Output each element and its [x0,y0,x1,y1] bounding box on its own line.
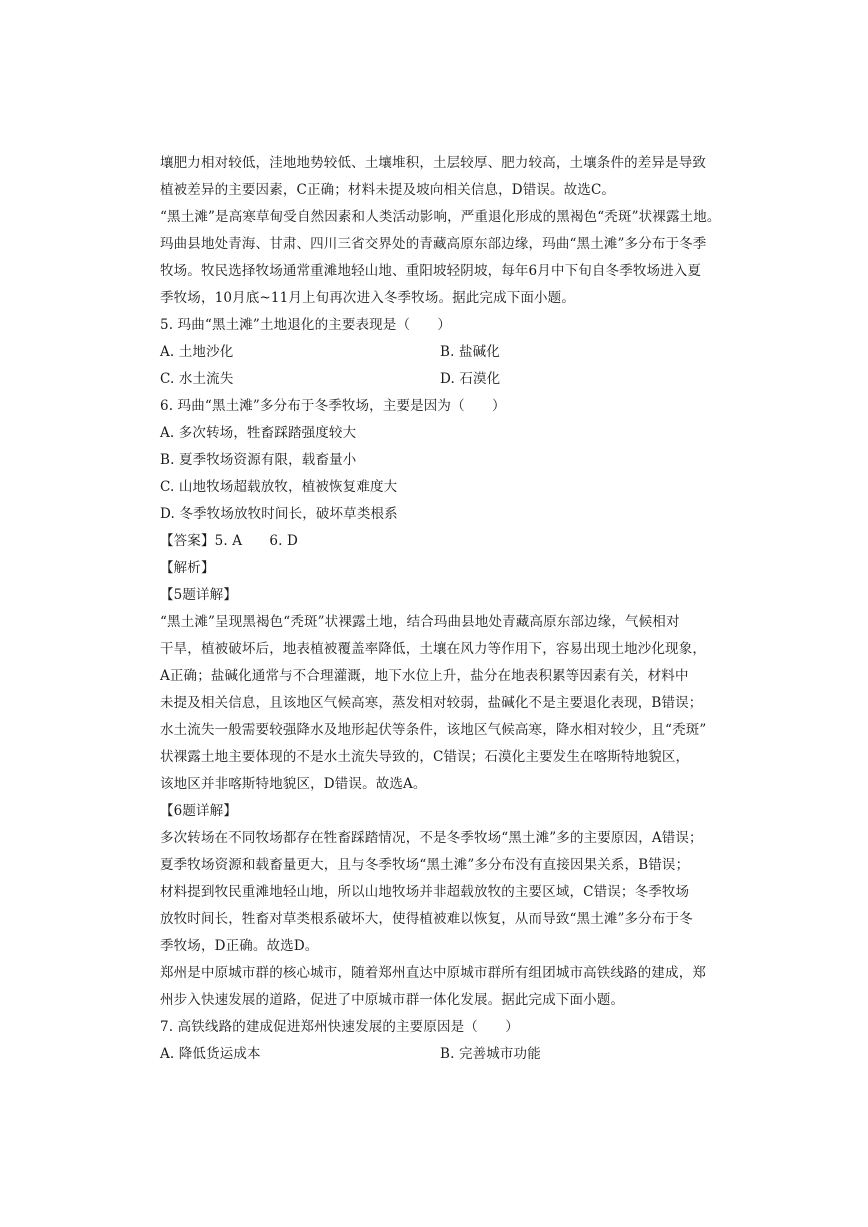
passage2-line-1: 郑州是中原城市群的核心城市，随着郑州直达中原城市群所有组团城市高铁线路的建成，郑 [160,965,706,981]
passage1-line-1: “黑土滩”是高寒草甸受自然因素和人类活动影响，严重退化形成的黑褐色“秃斑”状裸露土地。 [160,209,721,225]
passage1-line-2: 玛曲县地处青海、甘肃、四川三省交界处的青藏高原东部边缘，玛曲“黑土滩”多分布于冬季 [160,236,707,252]
question-6-option-b: B. 夏季牧场资源有限，载畜量小 [160,452,357,468]
question-7-option-a: A. 降低货运成本 [160,1046,261,1062]
detail-5-line-6: 状裸露土地主要体现的不是水土流失导致的，C错误；石漠化主要发生在喀斯特地貌区， [160,749,690,765]
detail-6-line-1: 多次转场在不同牧场都存在牲畜踩踏情况，不是冬季牧场“黑土滩”多的主要原因，A错误； [160,830,703,846]
detail-6-line-2: 夏季牧场资源和载畜量更大，且与冬季牧场“黑土滩”多分布没有直接因果关系，B错误； [160,857,690,873]
question-5-option-d: D. 石漠化 [440,371,501,387]
prev-explanation-line-1: 壤肥力相对较低，洼地地势较低、土壤堆积，土层较厚、肥力较高，土壤条件的差异是导致 [160,155,706,171]
analysis-label: 【解析】 [160,560,215,576]
question-6-stem: 6. 玛曲“黑土滩”多分布于冬季牧场，主要是因为（ ） [160,398,506,414]
answer-key: 【答案】5. A 6. D [160,533,299,549]
question-5-option-c: C. 水土流失 [160,371,234,387]
question-7-stem: 7. 高铁线路的建成促进郑州快速发展的主要原因是（ ） [160,1019,519,1035]
question-5-stem: 5. 玛曲“黑土滩”土地退化的主要表现是（ ） [160,317,452,333]
passage2-line-2: 州步入快速发展的道路，促进了中原城市群一体化发展。据此完成下面小题。 [160,992,625,1008]
passage1-line-4: 季牧场，10月底~11月上旬再次进入冬季牧场。据此完成下面小题。 [160,290,575,306]
prev-explanation-line-2: 植被差异的主要因素，C正确；材料未提及坡向相关信息，D错误。故选C。 [160,182,616,198]
question-7-option-b: B. 完善城市功能 [440,1046,541,1062]
question-6-option-c: C. 山地牧场超载放牧，植被恢复难度大 [160,479,398,495]
passage1-line-3: 牧场。牧民选择牧场通常重滩地轻山地、重阳坡轻阴坡，每年6月中下旬自冬季牧场进入夏 [160,263,702,279]
detail-5-line-4: 未提及相关信息，且该地区气候高寒，蒸发相对较弱，盐碱化不是主要退化表现，B错误； [160,695,703,711]
detail-6-line-5: 季牧场，D正确。故选D。 [160,938,319,954]
detail-5-line-5: 水土流失一般需要较强降水及地形起伏等条件，该地区气候高寒，降水相对较少，且“秃斑” [160,722,707,738]
detail-6-line-4: 放牧时间长，牲畜对草类根系破坏大，使得植被难以恢复，从而导致“黑土滩”多分布于冬 [160,911,693,927]
question-6-option-d: D. 冬季牧场放牧时间长，破坏草类根系 [160,506,398,522]
detail-5-line-7: 该地区并非喀斯特地貌区，D错误。故选A。 [160,776,427,792]
detail-5-line-3: A正确；盐碱化通常与不合理灌溉，地下水位上升，盐分在地表积累等因素有关，材料中 [160,668,689,684]
detail-6-line-3: 材料提到牧民重滩地轻山地，所以山地牧场并非超载放牧的主要区域，C错误；冬季牧场 [160,884,690,900]
question-5-option-b: B. 盐碱化 [440,344,500,360]
detail-5-line-1: “黑土滩”呈现黑褐色“秃斑”状裸露土地，结合玛曲县地处青藏高原东部边缘，气候相对 [160,614,680,630]
detail-5-label: 【5题详解】 [160,587,237,603]
detail-6-label: 【6题详解】 [160,803,237,819]
detail-5-line-2: 干旱，植被破坏后，地表植被覆盖率降低，土壤在风力等作用下，容易出现土地沙化现象， [160,641,706,657]
question-6-option-a: A. 多次转场，牲畜踩踏强度较大 [160,425,357,441]
question-5-option-a: A. 土地沙化 [160,344,234,360]
